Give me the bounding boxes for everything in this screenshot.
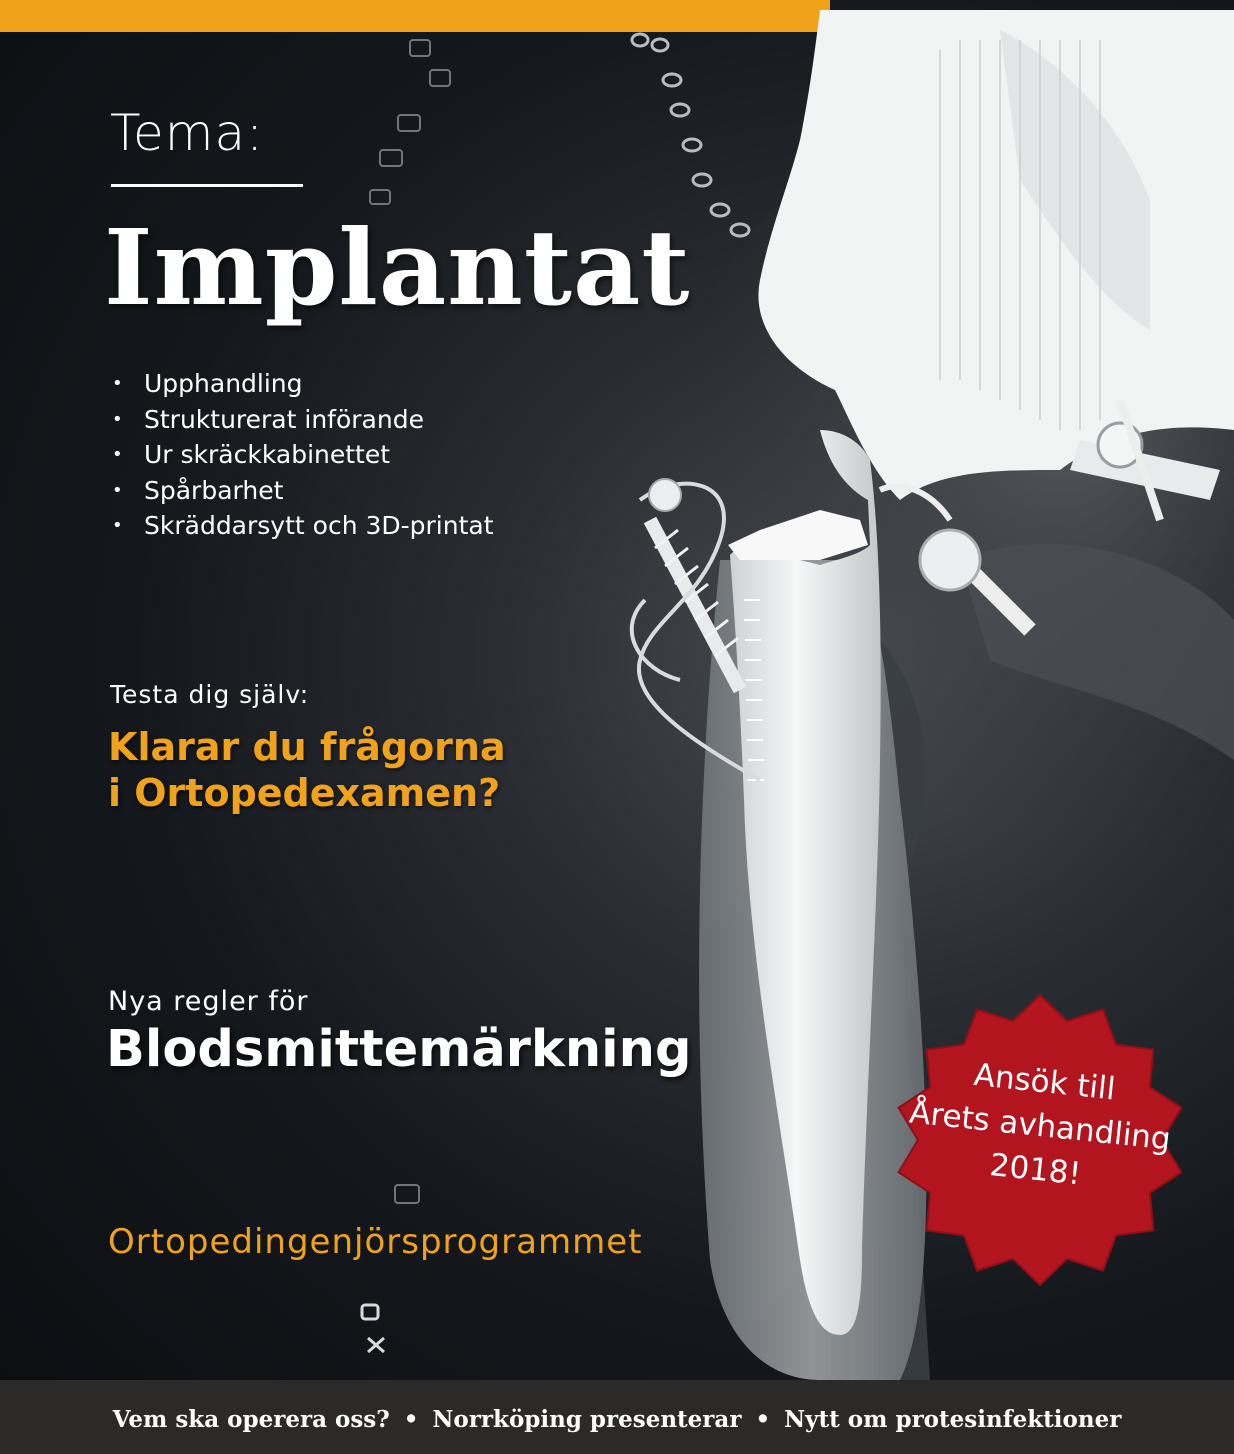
teaser-separator: • [755,1406,771,1433]
theme-underline [111,184,303,187]
badge-line: Årets avhandling [907,1094,1173,1158]
quiz-title-line: i Ortopedexamen? [108,771,501,815]
program-title: Ortopedingenjörsprogrammet [108,1222,643,1262]
teaser-item: Norrköping presenterar [432,1406,742,1433]
topic-list [110,366,494,544]
quiz-kicker: Testa dig själv: [110,680,310,709]
blood-title: Blodsmittemärkning [106,1020,692,1079]
badge-line: 2018! [988,1147,1083,1193]
topic-item: • Strukturerat införande [110,402,494,438]
bottom-teasers [0,1406,1234,1433]
quiz-title-line: Klarar du frågorna [108,725,506,769]
badge-line: Ansök till [972,1056,1117,1108]
topic-item: • Skräddarsytt och 3D-printat [110,508,494,544]
topic-item: • Ur skräckkabinettet [110,437,494,473]
teaser-item: Nytt om protesinfektioner [784,1406,1122,1433]
cover-headline: Implantat [104,206,691,329]
theme-label: Tema: [110,104,264,162]
teaser-separator: • [403,1406,419,1433]
topic-item: • Spårbarhet [110,473,494,509]
topic-item: • Upphandling [110,366,494,402]
blood-kicker: Nya regler för [108,986,309,1017]
teaser-item: Vem ska operera oss? [112,1406,390,1433]
quiz-title [108,724,748,816]
